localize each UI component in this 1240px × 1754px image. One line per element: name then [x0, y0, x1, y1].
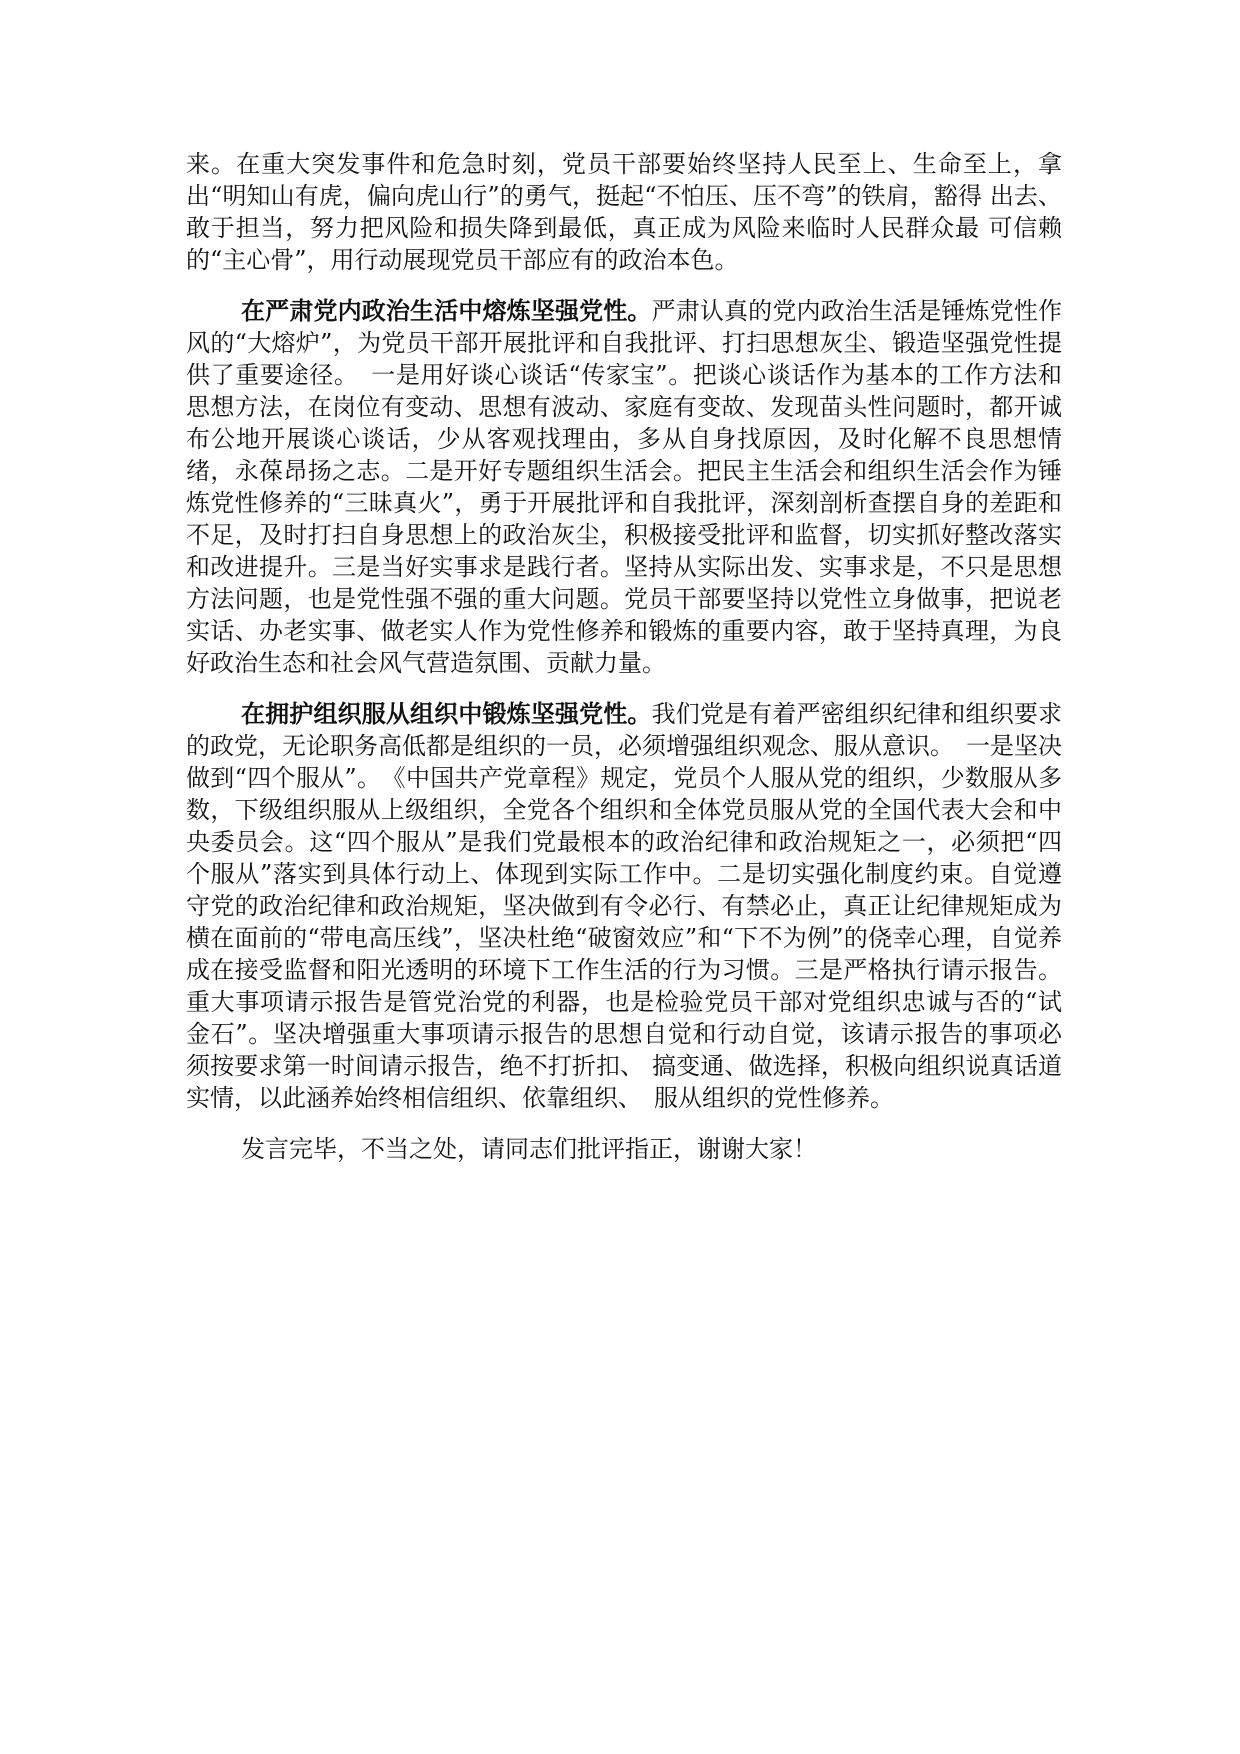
paragraph-text: 严肃认真的党内政治生活是锤炼党性作风的“大熔炉”，为党员干部开展批评和自我批评、打扫思想灰尘、锻造坚强党性提供了重要途径。 一是用好谈心谈话“传家宝”。把谈心谈话作为基本的工作方法和思想方法，在岗位有变动、思想有波动、家庭有变故、发现苗头性问题时，都开诚布公地开展谈心谈话，少从客观找理由，多从自身找原因，及时化解不良思想情绪，永葆昂扬之志。二是开好专题组织生活会。把民主生活会和组织生活会作为锤炼党性修养的“三昧真火”，勇于开展批评和自我批评，深刻剖析查摆自身的差距和不足，及时打扫自身思想上的政治灰尘，积极接受批评和监督，切实抓好整改落实和改进提升。三是当好实事求是践行者。坚持从实际出发、实事求是，不只是思想方法问题，也是党性强不强的重大问题。党员干部要坚持以党性立身做事，把说老实话、办老实事、做老实人作为党性修养和锻炼的重要内容，敢于坚持真理，为良好政治生态和社会风气营造氛围、贡献力量。: [186, 297, 1063, 677]
continuation-paragraph: [186, 148, 1062, 276]
paragraph-heading: 在严肃党内政治生活中熔炼坚强党性。: [241, 296, 652, 325]
paragraph-text: 来。在重大突发事件和危急时刻，党员干部要始终坚持人民至上、生命至上，拿 出“明知山有虎，偏向虎山行”的勇气，挺起“不怕压、压不弯”的铁肩，豁得 出去、敢于担当，努力把风险和损失降到最低，真正成为风险来临时人民群众最 可信赖的“主心骨”，用行动展现党员干部应有的政治本色。: [186, 150, 1062, 274]
paragraph-text: 发言完毕，不当之处，请同志们批评指正，谢谢大家！: [241, 1135, 817, 1163]
paragraph-text: 我们党是有着严密组织纪律和组织要求的政党，无论职务高低都是组织的一员，必须增强组织观念、服从意识。 一是坚决做到“四个服从”。 《中国共产党章程》规定，党员个人服从党的组织，少数服从多数，下级组织服从上级组织，全党各个组织和全体党员服从党的全国代表大会和中央委员会。这“四个服从”是我们党最根本的政治纪律和政治规矩之一，必须把“四个服从”落实到具体行动上、体现到实际工作中。二是切实强化制度约束。自觉遵守党的政治纪律和政治规矩，坚决做到有令必行、有禁必止，真正让纪律规矩成为横在面前的“带电高压线”，坚决杜绝“破窗效应”和“下不为例”的侥幸心理，自觉养成在接受监督和阳光透明的环境下工作生活的行为习惯。三是严格执行请示报告。重大事项请示报告是管党治党的利器，也是检验党员干部对党组织忠诚与否的“试金石”。坚决增强重大事项请示报告的思想自觉和行动自觉，该请示报告的事项必须按要求第一时间请示报告，绝不打折扣、 搞变通、做选择，积极向组织说真话道实情，以此涵养始终相信组织、依靠组织、 服从组织的党性修养。: [186, 700, 1063, 1112]
party-life-paragraph: [186, 295, 1062, 679]
document-body: [186, 148, 1062, 1165]
closing-paragraph: [186, 1133, 1062, 1165]
paragraph-heading: 在拥护组织服从组织中锻炼坚强党性。: [241, 699, 652, 728]
organization-paragraph: [186, 698, 1062, 1114]
